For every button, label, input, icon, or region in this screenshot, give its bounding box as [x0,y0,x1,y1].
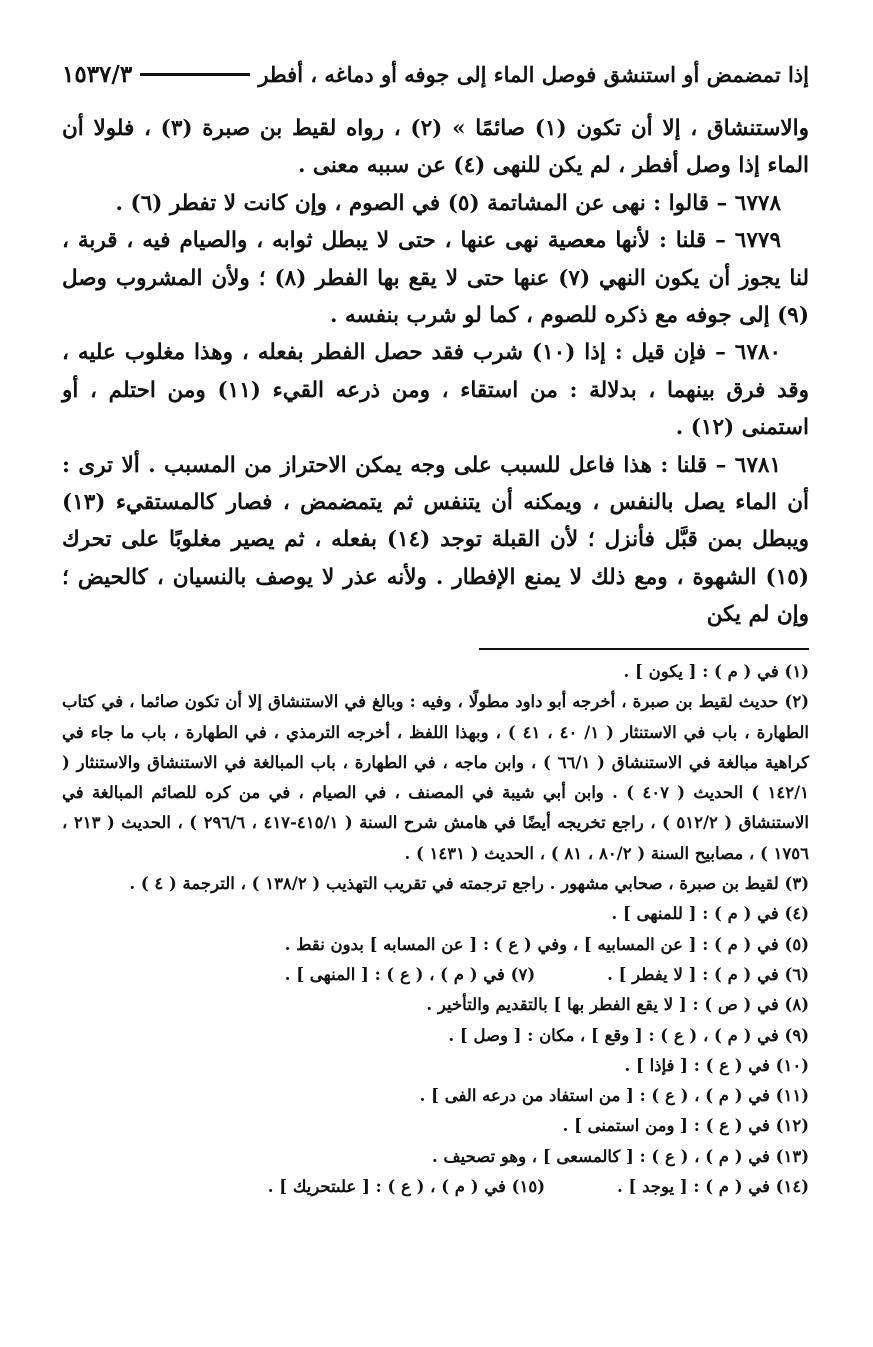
footnote-12: (١٢) في ( ع ) : [ ومن استمنى ] . [562,1116,809,1136]
footnote-separator [479,648,809,650]
footnote-3: (٣) لقيط بن صبرة ، صحابي مشهور . راجع ترجمته في تقريب التهذيب ( ١٣٨/٢ ) ، الترجمة ( ٤ ) . [129,874,809,894]
footnote-7: (٧) في ( م ) ، ( ع ) : [ المنهى ] . [284,964,536,984]
footnote-8: (٨) في ( ص ) : [ لا يقع الفطر بها ] بالتقديم والتأخير . [426,995,809,1015]
footnote-row-14-15 [62,1172,809,1202]
footnote-15: (١٥) في ( م ) ، ( ع ) : [ علىتحريك ] . [267,1177,546,1197]
paragraph-continuation: والاستنشاق ، إلا أن تكون (١) صائمًا » (٢) ، رواه لقيط بن صبرة (٣) ، فلولا أن الماء إذا وصل أفطر ، لم يكن للنهى (٤) عن سببه معنى . [62,116,810,179]
footnote-9: (٩) في ( م ) ، ( ع ) : [ وقع ] ، مكان : [ وصل ] . [448,1025,809,1045]
paragraph-6780: ٦٧٨٠ – فإن قيل : إذا (١٠) شرب فقد حصل الفطر بفعله ، وهذا مغلوب عليه ، وقد فرق بينهما ، بدلالة : من استقاء ، ومن ذرعه القيء (١١) ومن احتلم ، أو استمنى (١٢) . [62,340,810,441]
header-rule [140,73,250,76]
footnote-row-6-7 [62,960,809,990]
footnote-5: (٥) في ( م ) : [ عن المسابيه ] ، وفي ( ع ) : [ عن المسابه ] بدون نقط . [284,934,809,954]
running-header [62,56,809,92]
page-number: ١٥٣٧/٣ [62,60,133,88]
footnote-6: (٦) في ( م ) : [ لا يفطر ] . [607,964,809,984]
paragraph-6779: ٦٧٧٩ – قلنا : لأنها معصية نهى عنها ، حتى لا يبطل ثوابه ، والصيام فيه ، قربة ، لنا يجوز أن يكون النهي (٧) عنها حتى لا يقع بها الفطر (٨) ؛ ولأن المشروب وصل (٩) إلى جوفه مع ذكره للصوم ، كما لو شرب بنفسه . [62,228,809,329]
main-text [62,110,809,634]
footnote-13: (١٣) في ( م ) ، ( ع ) : [ كالمسعى ] ، وهو تصحيف . [432,1146,809,1166]
footnote-2: (٢) حديث لقيط بن صبرة ، أخرجه أبو داود مطولًا ، وفيه : وبالغ في الاستنشاق إلا أن تكون صائما ، في كتاب الطهارة ، باب في الاستنثار ( ١/ ٤٠ ، ٤١ ) ، وبهذا اللفظ ، أخرجه الترمذي ، في الطهارة ، باب ما جاء في كراهية مبالغة في الاستنشاق ( ٦٦/١ ) ، وابن ماجه ، في الطهارة ، باب المبالغة في الاستنشاق والاستنثار ( ١٤٢/١ ) الحديث ( ٤٠٧ ) . وابن أبي شيبة في المصنف ، في الصيام ، في من كره للصائم المبالغة في الاستنشاق ( ٥١٢/٢ ) ، راجع تخريجه أيضًا في هامش شرح السنة ( ٤١٥/١-٤١٧ ، ٢٩٦/٦ ) ، الحديث ( ٢١٣ ، ١٧٥٦ ) ، مصابيح السنة ( ٨٠/٢ ، ٨١ ) ، الحديث ( ١٤٣١ ) . [62,692,810,863]
footnote-1: (١) في ( م ) : [ يكون ] . [623,662,809,681]
header-title: إذا تمضمض أو استنشق فوصل الماء إلى جوفه أو دماغه ، أفطر [258,61,809,87]
paragraph-6781: ٦٧٨١ – قلنا : هذا فاعل للسبب على وجه يمكن الاحتراز من المسبب . ألا ترى : أن الماء يصل بالنفس ، ويمكنه أن يتنفس ثم يتمضمض ، فصار كالمستقيء (١٣) ويبطل بمن قبَّل فأنزل ؛ لأن القبلة توجد (١٤) بفعله ، ثم يصير مغلوبًا على تحرك (١٥) الشهوة ، ومع ذلك لا يمنع الإفطار . ولأنه عذر لا يوصف بالنسيان ، كالحيض ؛ وإن لم يكن [62,452,809,628]
footnote-11: (١١) في ( م ) ، ( ع ) : [ من استفاد من درعه الفى ] . [419,1086,809,1106]
footnote-4: (٤) في ( م ) : [ للمنهى ] . [611,904,809,924]
footnote-14: (١٤) في ( م ) : [ يوجد ] . [617,1177,809,1197]
footnotes [62,657,809,1202]
footnote-10: (١٠) في ( ع ) : [ فإذا ] . [624,1055,809,1075]
paragraph-6778: ٦٧٧٨ – قالوا : نهى عن المشاتمة (٥) في الصوم ، وإن كانت لا تفطر (٦) . [115,190,781,216]
